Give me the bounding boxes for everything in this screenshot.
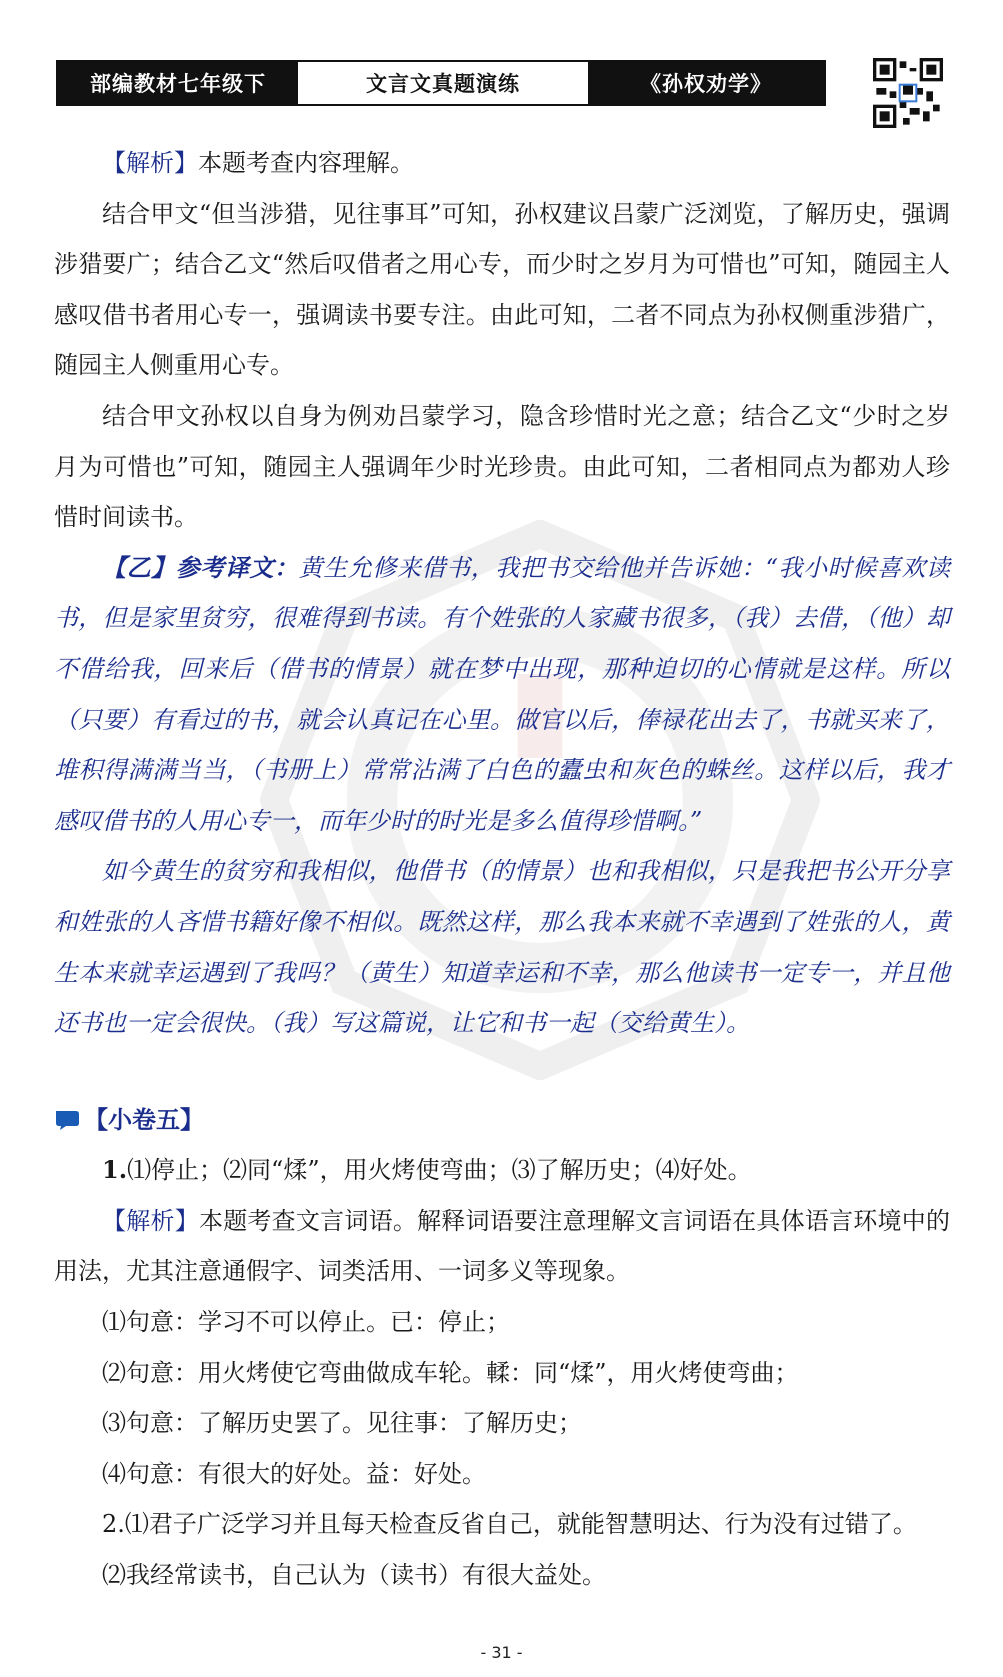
header-bar (56, 60, 826, 106)
translation-paragraph-2: 如今黄生的贫穷和我相似，他借书（的情景）也和我相似，只是我把书公开分享和姓张的人吝惜书籍好像不相似。既然这样，那么我本来就不幸遇到了姓张的人，黄生本来就幸运遇到了我吗？（黄生）知道幸运和不幸，那么他读书一定专一，并且他还书也一定会很快。（我）写这篇说，让它和书一起（交给黄生）。 (54, 857, 950, 1038)
header-grade: 部编教材七年级下 (58, 62, 298, 104)
question-2-answer-b: ⑵我经常读书，自己认为（读书）有很大益处。 (102, 1561, 606, 1590)
page-content (54, 138, 950, 1601)
analysis-paragraph-1: 结合甲文“但当涉猎，见往事耳”可知，孙权建议吕蒙广泛浏览，了解历史，强调涉猎要广；结合乙文“然后叹借者之用心专，而少时之岁月为可惜也”可知，随园主人感叹借书者用心专一，强调读书要专注。由此可知，二者不同点为孙权侧重涉猎广，随园主人侧重用心专。 (54, 199, 950, 380)
analysis-label: 【解析】 (102, 149, 198, 177)
header-lesson: 《孙权劝学》 (588, 62, 824, 104)
translation-paragraph-1: 【乙】参考译文：黄生允修来借书，我把书交给他并告诉她：“我小时候喜欢读书，但是家里贫穷，很难得到书读。有个姓张的人家藏书很多，（我）去借，（他）却不借给我，回来后（借书的情景）就在梦中出现，那种迫切的心情就是这样。所以（只要）有看过的书，就会认真记在心里。做官以后，俸禄花出去了，书就买来了，堆积得满满当当，（书册上）常常沾满了白色的蠹虫和灰色的蛛丝。这样以后，我才感叹借书的人用心专一，而年少时的时光是多么值得珍惜啊。” (54, 552, 950, 835)
question-1-analysis: 【解析】本题考查文言词语。解释词语要注意理解文言词语在具体语言环境中的用法，尤其注意通假字、词类活用、一词多义等现象。 (54, 1206, 951, 1286)
list-item: ⑴句意：学习不可以停止。已：停止； (102, 1308, 510, 1337)
page-number: - 31 - (480, 1643, 523, 1662)
header-topic: 文言文真题演练 (298, 62, 588, 104)
translation-label: 【乙】参考译文： (102, 552, 299, 582)
list-item: ⑷句意：有很大的好处。益：好处。 (102, 1459, 486, 1488)
list-item: ⑶句意：了解历史罢了。见往事：了解历史； (102, 1409, 582, 1438)
question-1-answer: 1.⑴停止；⑵同“煣”，用火烤使弯曲；⑶了解历史；⑷好处。 (102, 1155, 752, 1185)
section-heading: 【小卷五】 (54, 1095, 950, 1146)
analysis-paragraph-2: 结合甲文孙权以自身为例劝吕蒙学习，隐含珍惜时光之意；结合乙文“少时之岁月为可惜也”可知，随园主人强调年少时光珍贵。由此可知，二者相同点为都劝人珍惜时间读书。 (54, 401, 950, 532)
list-item: ⑵句意：用火烤使它弯曲做成车轮。輮：同“煣”，用火烤使弯曲； (102, 1358, 799, 1387)
qr-code-icon (873, 58, 943, 128)
question-2-answer: 2.⑴君子广泛学习并且每天检查反省自己，就能智慧明达、行为没有过错了。 (102, 1510, 917, 1539)
analysis-intro: 【解析】本题考查内容理解。 (102, 149, 414, 177)
chat-bubble-icon (54, 1109, 80, 1131)
